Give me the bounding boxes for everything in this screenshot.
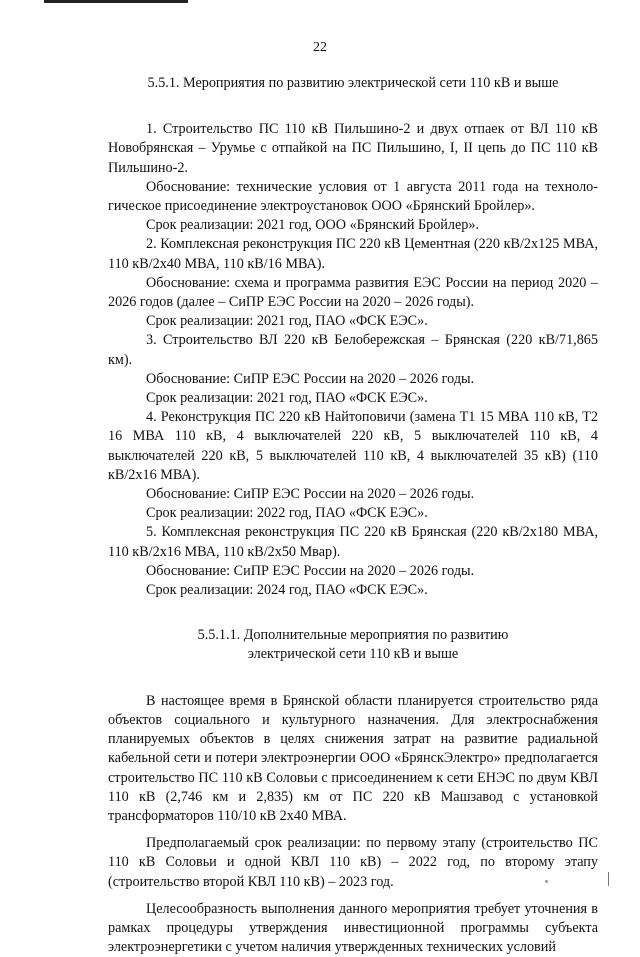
page-number: 22 <box>313 40 327 55</box>
subsection-heading-line-2: электрической сети 110 кВ и выше <box>247 646 459 663</box>
item-4: 4. Реконструкция ПС 220 кВ Найтоповичи (замена Т1 15 МВА 110 кВ, Т2 16 МВА 110 кВ, 4 выключателей 220 кВ, 5 выключателей 110 кВ, 4 выключателей 220 кВ, 5 выключателей 110 кВ, 4 выключателей 35 кВ) (110 кВ/2х16 МВА). <box>108 409 598 483</box>
item-2-justification: Обоснование: схема и программа развития ЕЭС России на период 2020 – 2026 годов (далее – СиПР ЕЭС России на 2020 – 2026 годы). <box>108 274 598 311</box>
item-3: 3. Строительство ВЛ 220 кВ Белобережская – Брянская (220 кВ/71,865 км). <box>108 332 598 368</box>
paragraph-plans: В настоящее время в Брянской области планируется строительство ряда объектов социального и культурного назначения. Для электроснабжения планируемых объектов в целях снижения затрат на развитие радиальной кабельной сети и потери электроэнергии ООО «БрянскЭлектро» предполагается строительство ПС 110 кВ Соловьи с присоединением к сети ЕНЭС по двум КВЛ 110 кВ (2,746 км и 2,835) км от ПС 220 кВ Машзавод с установкой трансформаторов 110/10 кВ 2х40 МВА. <box>108 692 598 824</box>
item-2: 2. Комплексная реконструкция ПС 220 кВ Цементная (220 кВ/2х125 МВА, 110 кВ/2х40 МВА, 110 кВ/16 МВА). <box>108 236 598 272</box>
top-rule <box>44 0 188 3</box>
item-1-deadline: Срок реализации: 2021 год, ООО «Брянский Бройлер». <box>146 217 479 234</box>
item-2-deadline: Срок реализации: 2021 год, ПАО «ФСК ЕЭС». <box>146 313 428 330</box>
item-3-deadline: Срок реализации: 2021 год, ПАО «ФСК ЕЭС». <box>146 390 428 407</box>
subsection-heading-line-1: 5.5.1.1. Дополнительные мероприятия по развитию <box>197 627 509 644</box>
item-5-deadline: Срок реализации: 2024 год, ПАО «ФСК ЕЭС». <box>146 582 428 599</box>
item-5: 5. Комплексная реконструкция ПС 220 кВ Брянская (220 кВ/2х180 МВА, 110 кВ/2х16 МВА, 110 кВ/2х50 Мвар). <box>108 524 598 560</box>
item-4-justification: Обоснование: СиПР ЕЭС России на 2020 – 2026 годы. <box>146 486 475 503</box>
item-1: 1. Строительство ПС 110 кВ Пильшино-2 и двух отпаек от ВЛ 110 кВ Новобрянская – Урумье с отпайкой на ПС Пильшино, I, II цепь до ПС 110 кВ Пильшино-2. <box>108 121 598 176</box>
scan-artifact <box>608 872 609 886</box>
paragraph-feasibility: Целесообразность выполнения данного мероприятия требует уточнения в рамках процедуры утверждения инвестиционной программы субъекта электроэнергетики с учетом наличия утвержденных технических условий <box>108 900 598 956</box>
paragraph-timeline: Предполагаемый срок реализации: по первому этапу (строительство ПС 110 кВ Соловьи и одной КВЛ 110 кВ) – 2022 год, по второму этапу (строительство второй КВЛ 110 кВ) – 2023 год. <box>108 835 598 890</box>
section-title: 5.5.1. Мероприятия по развитию электрической сети 110 кВ и выше <box>147 75 559 91</box>
item-1-justification: Обоснование: технические условия от 1 августа 2011 года на технологическое присоединение электроустановок ООО «Брянский Бройлер». <box>108 178 598 215</box>
item-3-justification: Обоснование: СиПР ЕЭС России на 2020 – 2026 годы. <box>146 370 475 387</box>
scan-artifact <box>545 880 548 883</box>
item-4-deadline: Срок реализации: 2022 год, ПАО «ФСК ЕЭС». <box>146 505 428 522</box>
document-body <box>108 66 598 957</box>
subsection-heading <box>108 626 598 664</box>
item-5-justification: Обоснование: СиПР ЕЭС России на 2020 – 2026 годы. <box>146 562 475 579</box>
